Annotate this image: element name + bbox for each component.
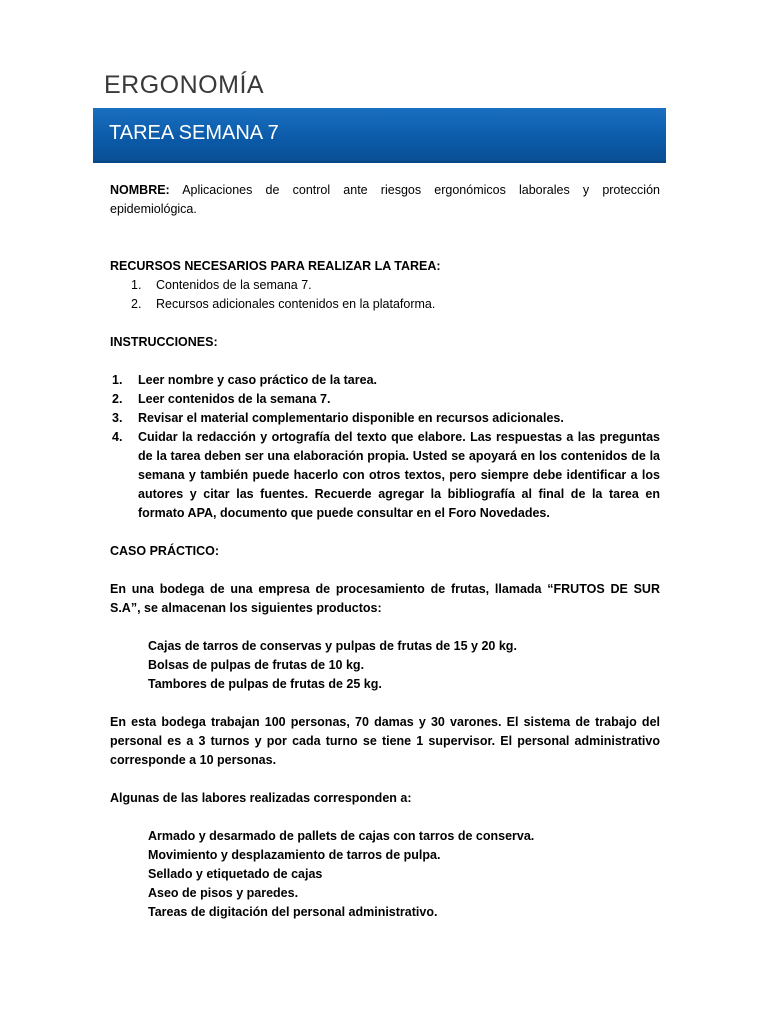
instrucciones-heading: INSTRUCCIONES: — [110, 335, 218, 349]
personal-paragraph: En esta bodega trabajan 100 personas, 70 damas y 30 varones. El sistema de trabajo del personal es a 3 turnos y por cada turno se tiene 1 supervisor. El personal administrativo corresponde a 10 personas. — [110, 715, 660, 767]
list-item: 3. Revisar el material complementario disponible en recursos adicionales. — [112, 411, 564, 425]
caso-heading: CASO PRÁCTICO: — [110, 544, 220, 558]
caso-intro: En una bodega de una empresa de procesamiento de frutas, llamada “FRUTOS DE SUR S.A”, se almacenan los siguientes productos: — [110, 582, 660, 615]
task-banner — [93, 108, 666, 163]
list-item: Aseo de pisos y paredes. — [148, 886, 299, 900]
list-item: Tambores de pulpas de frutas de 25 kg. — [148, 677, 382, 691]
productos-list — [110, 637, 660, 694]
nombre-text: Aplicaciones de control ante riesgos ergonómicos laborales y protección epidemiológica. — [110, 183, 660, 216]
document-body — [110, 181, 660, 922]
list-item: 2. Leer contenidos de la semana 7. — [112, 392, 331, 406]
recursos-heading: RECURSOS NECESARIOS PARA REALIZAR LA TAREA: — [110, 259, 441, 273]
list-item: Movimiento y desplazamiento de tarros de pulpa. — [148, 848, 441, 862]
list-item: 1. Leer nombre y caso práctico de la tarea. — [112, 373, 377, 387]
list-item: Tareas de digitación del personal administrativo. — [148, 905, 438, 919]
course-title: ERGONOMÍA — [104, 71, 265, 99]
list-item: Armado y desarmado de pallets de cajas con tarros de conserva. — [148, 829, 535, 843]
list-item: Bolsas de pulpas de frutas de 10 kg. — [148, 658, 365, 672]
recursos-list — [110, 276, 660, 314]
labores-list — [110, 827, 660, 922]
list-item: 4. Cuidar la redacción y ortografía del texto que elabore. Las respuestas a las preguntas de la tarea deben ser una elaboración propia. Usted se apoyará en los contenidos de la semana y también puede hacerlo con otros textos, pero siempre debe identificar a los autores y citar las fuentes. Recuerde agregar la bibliografía al final de la tarea en formato APA, documento que puede consultar en el Foro Novedades. — [112, 430, 660, 520]
list-item: Sellado y etiquetado de cajas — [148, 867, 323, 881]
list-item: Cajas de tarros de conservas y pulpas de frutas de 15 y 20 kg. — [148, 639, 517, 653]
labores-heading: Algunas de las labores realizadas corresponden a: — [110, 791, 412, 805]
list-item: 1. Contenidos de la semana 7. — [131, 278, 312, 292]
nombre-paragraph — [110, 181, 660, 219]
banner-title: TAREA SEMANA 7 — [109, 122, 279, 144]
instrucciones-list — [110, 371, 660, 523]
list-item: 2. Recursos adicionales contenidos en la plataforma. — [131, 297, 436, 311]
nombre-label: NOMBRE: — [110, 183, 170, 197]
